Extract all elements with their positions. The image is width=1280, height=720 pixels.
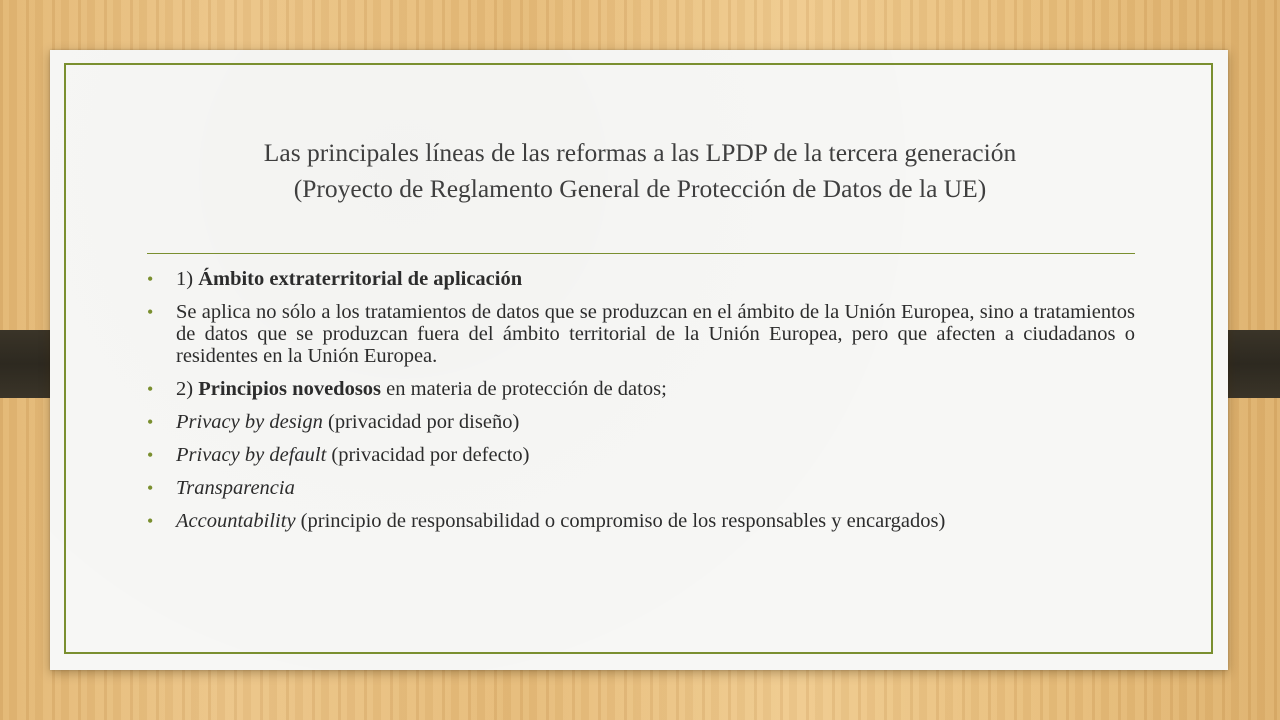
bullet-dot-icon: • bbox=[147, 302, 154, 322]
title-divider bbox=[147, 253, 1135, 254]
bullet-item-transparencia bbox=[147, 477, 1135, 499]
bullet-bold-text: Principios novedosos bbox=[198, 378, 382, 400]
bullet-text: Se aplica no sólo a los tratamientos de datos que se produzcan en el ámbito de la Unión Europea, sino a tratamientos de datos que se produzcan fuera del ámbito territorial de la Unión Europea, pero que afecten a ciudadanos o residentes en la Unión Europea. bbox=[176, 301, 1135, 367]
bullet-italic-text: Privacy by design bbox=[176, 411, 323, 433]
bullet-dot-icon: • bbox=[147, 412, 154, 432]
bullet-item-principios bbox=[147, 378, 1135, 400]
bullet-text bbox=[176, 510, 1135, 532]
slide-title-line-1: Las principales líneas de las reformas a las LPDP de la tercera generación bbox=[263, 138, 1017, 167]
bullet-text bbox=[176, 477, 1135, 499]
bullet-bold-text: Ámbito extraterritorial de aplicación bbox=[198, 268, 523, 290]
bullet-prefix: 1) bbox=[176, 268, 199, 290]
bullet-italic-text: Transparencia bbox=[176, 477, 295, 499]
bullet-list bbox=[147, 268, 1135, 543]
bullet-item-aplicacion bbox=[147, 301, 1135, 367]
bullet-rest-text: en materia de protección de datos; bbox=[381, 378, 667, 400]
bullet-prefix: 2) bbox=[176, 378, 199, 400]
bullet-item-accountability bbox=[147, 510, 1135, 532]
slide-title-line-2: (Proyecto de Reglamento General de Protección de Datos de la UE) bbox=[293, 174, 987, 203]
bullet-rest-text: (privacidad por defecto) bbox=[326, 444, 530, 466]
bullet-dot-icon: • bbox=[147, 511, 154, 531]
slide-paper bbox=[50, 50, 1228, 670]
bullet-item-privacy-by-default bbox=[147, 444, 1135, 466]
slide-title bbox=[110, 135, 1170, 207]
bullet-text bbox=[176, 444, 1135, 466]
bullet-italic-text: Accountability bbox=[176, 510, 296, 532]
bullet-rest-text: (privacidad por diseño) bbox=[322, 411, 520, 433]
bullet-dot-icon: • bbox=[147, 379, 154, 399]
bullet-item-privacy-by-design bbox=[147, 411, 1135, 433]
bullet-rest-text: (principio de responsabilidad o compromiso de los responsables y encargados) bbox=[295, 510, 946, 532]
bullet-italic-text: Privacy by default bbox=[176, 444, 327, 466]
bullet-dot-icon: • bbox=[147, 478, 154, 498]
bullet-dot-icon: • bbox=[147, 445, 154, 465]
bullet-text bbox=[176, 411, 1135, 433]
bullet-item-ambito bbox=[147, 268, 1135, 290]
bullet-dot-icon: • bbox=[147, 269, 154, 289]
bullet-text bbox=[176, 378, 1135, 400]
bullet-text bbox=[176, 268, 1135, 290]
